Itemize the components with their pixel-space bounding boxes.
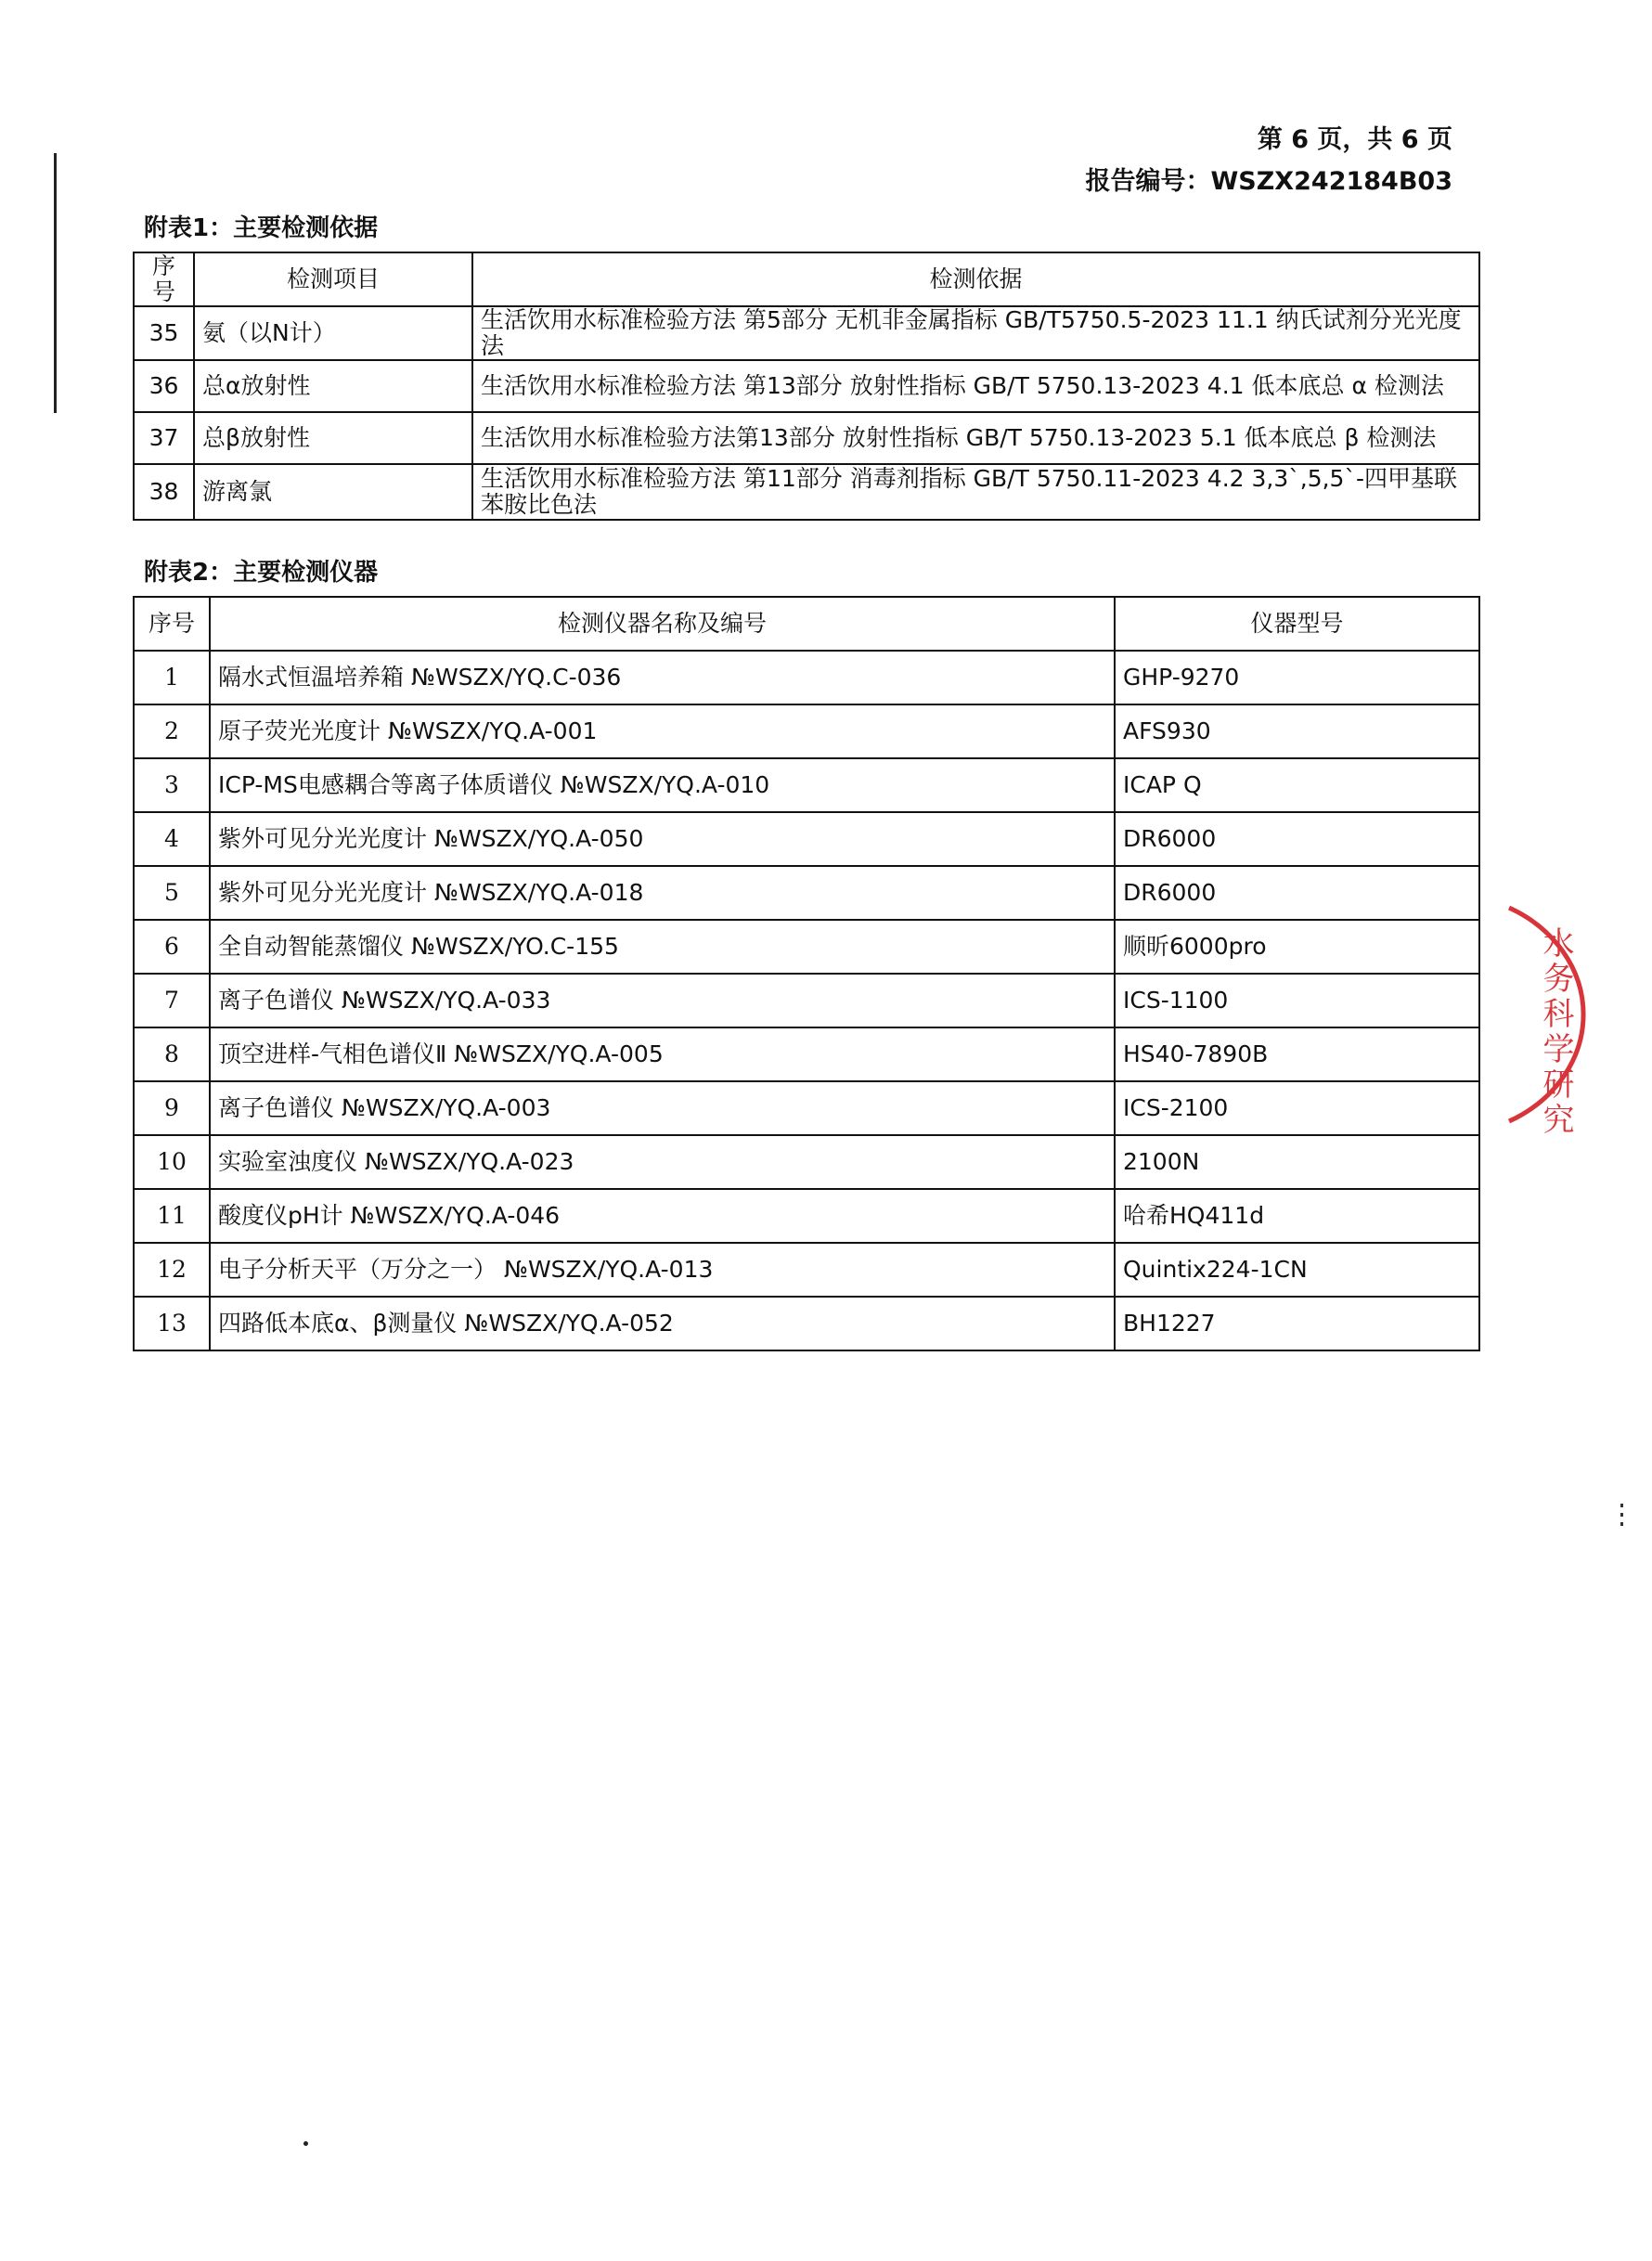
row-number: 7 xyxy=(134,974,210,1027)
instrument-name: 离子色谱仪 №WSZX/YQ.A-033 xyxy=(210,974,1115,1027)
table2-caption: 附表2：主要检测仪器 xyxy=(144,559,379,587)
detection-basis-table xyxy=(133,252,1480,521)
table-row xyxy=(134,1297,1479,1350)
official-seal xyxy=(1491,889,1602,1140)
instrument-table xyxy=(133,596,1480,1351)
row-number: 12 xyxy=(134,1243,210,1297)
test-item: 氨（以N计） xyxy=(194,306,472,360)
instrument-model: Quintix224-1CN xyxy=(1115,1243,1479,1297)
instrument-name: 顶空进样-气相色谱仪Ⅱ №WSZX/YQ.A-005 xyxy=(210,1027,1115,1081)
header-cell: 检测依据 xyxy=(472,252,1479,306)
row-number: 4 xyxy=(134,812,210,866)
header-cell: 序号 xyxy=(134,252,194,306)
row-number: 36 xyxy=(134,360,194,412)
table-row xyxy=(134,866,1479,920)
instrument-name: 实验室浊度仪 №WSZX/YQ.A-023 xyxy=(210,1135,1115,1189)
instrument-model: ICS-2100 xyxy=(1115,1081,1479,1135)
report-number: 报告编号：WSZX242184B03 xyxy=(1085,167,1452,196)
row-number: 9 xyxy=(134,1081,210,1135)
header-cell: 仪器型号 xyxy=(1115,597,1479,651)
instrument-name: 四路低本底α、β测量仪 №WSZX/YQ.A-052 xyxy=(210,1297,1115,1350)
table-row xyxy=(134,920,1479,974)
header-cell: 序号 xyxy=(134,597,210,651)
instrument-model: DR6000 xyxy=(1115,866,1479,920)
table-row xyxy=(134,651,1479,704)
scan-dots-right xyxy=(1620,1504,1623,1530)
scan-dot xyxy=(303,2141,308,2146)
test-basis: 生活饮用水标准检验方法 第13部分 放射性指标 GB/T 5750.13-2023 4.1 低本底总 α 检测法 xyxy=(472,360,1479,412)
instrument-model: HS40-7890B xyxy=(1115,1027,1479,1081)
instrument-name: 隔水式恒温培养箱 №WSZX/YQ.C-036 xyxy=(210,651,1115,704)
table-header-row xyxy=(134,252,1479,306)
page-number: 第 6 页，共 6 页 xyxy=(1257,125,1452,154)
instrument-model: BH1227 xyxy=(1115,1297,1479,1350)
table-row xyxy=(134,412,1479,464)
table-row xyxy=(134,704,1479,758)
scan-edge-line xyxy=(54,153,57,413)
row-number: 3 xyxy=(134,758,210,812)
instrument-name: 离子色谱仪 №WSZX/YQ.A-003 xyxy=(210,1081,1115,1135)
row-number: 10 xyxy=(134,1135,210,1189)
instrument-model: GHP-9270 xyxy=(1115,651,1479,704)
table-row xyxy=(134,1189,1479,1243)
table-row xyxy=(134,758,1479,812)
table-row xyxy=(134,1081,1479,1135)
table-row xyxy=(134,812,1479,866)
instrument-name: 原子荧光光度计 №WSZX/YQ.A-001 xyxy=(210,704,1115,758)
row-number: 37 xyxy=(134,412,194,464)
row-number: 8 xyxy=(134,1027,210,1081)
table1-caption: 附表1：主要检测依据 xyxy=(144,214,379,242)
table-row xyxy=(134,464,1479,520)
table-row xyxy=(134,1243,1479,1297)
test-basis: 生活饮用水标准检验方法 第11部分 消毒剂指标 GB/T 5750.11-2023 4.2 3,3`,5,5`-四甲基联苯胺比色法 xyxy=(472,464,1479,520)
instrument-model: 2100N xyxy=(1115,1135,1479,1189)
row-number: 38 xyxy=(134,464,194,520)
instrument-model: ICS-1100 xyxy=(1115,974,1479,1027)
table-row xyxy=(134,1135,1479,1189)
row-number: 35 xyxy=(134,306,194,360)
table-row xyxy=(134,360,1479,412)
header-cell: 检测项目 xyxy=(194,252,472,306)
table-row xyxy=(134,306,1479,360)
instrument-name: ICP-MS电感耦合等离子体质谱仪 №WSZX/YQ.A-010 xyxy=(210,758,1115,812)
table-row xyxy=(134,974,1479,1027)
instrument-model: DR6000 xyxy=(1115,812,1479,866)
row-number: 5 xyxy=(134,866,210,920)
row-number: 13 xyxy=(134,1297,210,1350)
table-row xyxy=(134,1027,1479,1081)
header-cell: 检测仪器名称及编号 xyxy=(210,597,1115,651)
instrument-name: 紫外可见分光光度计 №WSZX/YQ.A-018 xyxy=(210,866,1115,920)
row-number: 11 xyxy=(134,1189,210,1243)
instrument-model: 哈希HQ411d xyxy=(1115,1189,1479,1243)
table-header-row xyxy=(134,597,1479,651)
test-item: 总α放射性 xyxy=(194,360,472,412)
instrument-name: 紫外可见分光光度计 №WSZX/YQ.A-050 xyxy=(210,812,1115,866)
instrument-model: AFS930 xyxy=(1115,704,1479,758)
test-basis: 生活饮用水标准检验方法 第5部分 无机非金属指标 GB/T5750.5-2023 11.1 纳氏试剂分光光度法 xyxy=(472,306,1479,360)
row-number: 2 xyxy=(134,704,210,758)
instrument-model: 顺昕6000pro xyxy=(1115,920,1479,974)
test-item: 总β放射性 xyxy=(194,412,472,464)
instrument-name: 酸度仪pH计 №WSZX/YQ.A-046 xyxy=(210,1189,1115,1243)
seal-text: 水务科学研究 xyxy=(1537,926,1574,1138)
row-number: 6 xyxy=(134,920,210,974)
test-basis: 生活饮用水标准检验方法第13部分 放射性指标 GB/T 5750.13-2023 5.1 低本底总 β 检测法 xyxy=(472,412,1479,464)
row-number: 1 xyxy=(134,651,210,704)
instrument-name: 电子分析天平（万分之一） №WSZX/YQ.A-013 xyxy=(210,1243,1115,1297)
test-item: 游离氯 xyxy=(194,464,472,520)
instrument-name: 全自动智能蒸馏仪 №WSZX/YO.C-155 xyxy=(210,920,1115,974)
instrument-model: ICAP Q xyxy=(1115,758,1479,812)
